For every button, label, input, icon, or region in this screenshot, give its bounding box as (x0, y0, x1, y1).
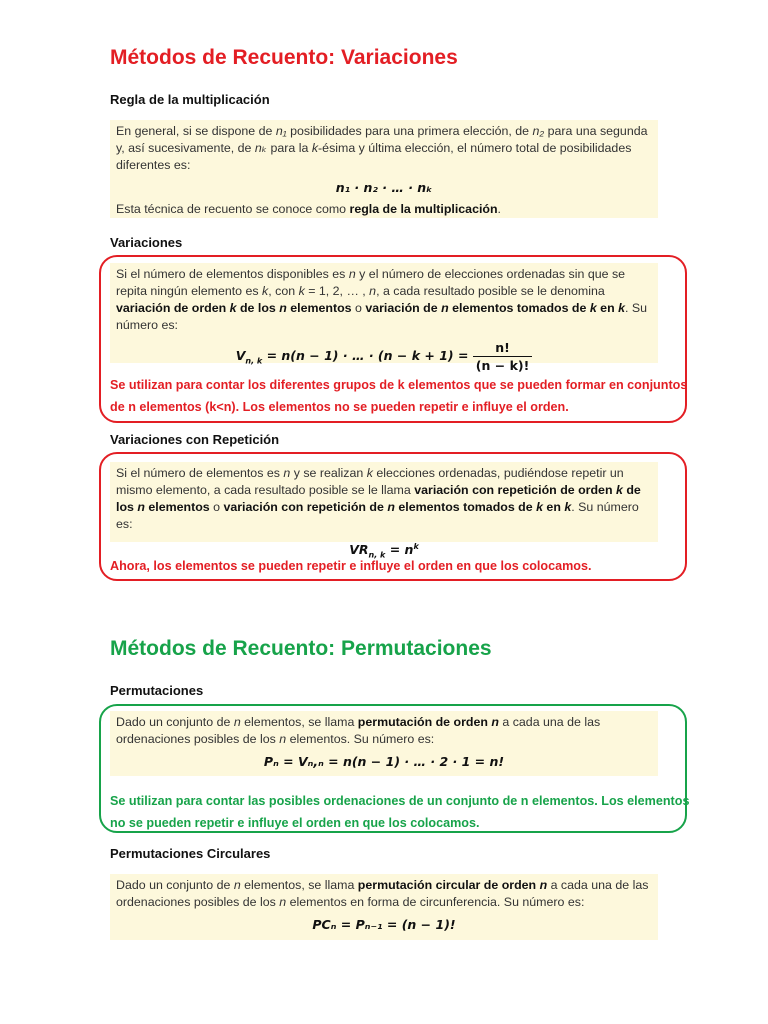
heading-permutaciones: Permutaciones (110, 683, 204, 698)
heading-variaciones-repeticion: Variaciones con Repetición (110, 432, 280, 447)
text: = 1, 2, … , (304, 284, 370, 298)
note-permutaciones: Se utilizan para contar las posibles ordenaciones de un conjunto de n elementos. Los elementos no se pueden repetir e influye el orden en que los colocamos. (110, 794, 690, 830)
text: a cada una de las ordenaciones posibles de los (116, 878, 649, 909)
var-n: n (283, 466, 291, 480)
text: elementos en forma de circunferencia. Su número es: (286, 895, 585, 909)
box-regla-multiplicacion (110, 120, 658, 218)
text: elecciones ordenadas, pudiéndose repetir un mismo elemento, a cada resultado posible se le llama (116, 466, 624, 497)
text: , a cada resultado posible se le denomina (376, 284, 605, 298)
text: . (497, 202, 501, 216)
term-permutacion: permutación de orden n (357, 715, 499, 729)
text: , con (268, 284, 299, 298)
outline-variaciones-repeticion (99, 452, 687, 581)
outline-variaciones (99, 255, 687, 423)
var-n: n (233, 715, 241, 729)
term-variacion-tomados: variación de n elementos tomados de k en k (365, 301, 625, 315)
heading-permutaciones-circulares: Permutaciones Circulares (110, 846, 271, 861)
text: posibilidades para una primera elección, de (286, 124, 533, 138)
text: . Su número es: (116, 301, 648, 332)
var-k: k (366, 466, 373, 480)
heading-regla-multiplicacion: Regla de la multiplicación (110, 92, 270, 107)
text: y el número de elecciones ordenadas sin que se repita ningún elemento es (116, 267, 626, 298)
text: elementos, se llama (240, 878, 358, 892)
text: elementos. Su número es: (286, 732, 435, 746)
outline-permutaciones (99, 704, 687, 833)
formula-permutaciones-circulares: PCₙ = Pₙ₋₁ = (n − 1)! (312, 917, 456, 932)
text: elementos, se llama (240, 715, 358, 729)
section-title-variaciones: Métodos de Recuento: Variaciones (110, 46, 458, 69)
term-variacion: variación de orden k de los n elementos (116, 301, 352, 315)
text: En general, si se dispone de (116, 124, 276, 138)
formula-variaciones-repeticion: $VR_{n, k} = n^k$ (349, 542, 419, 560)
var-k: k (298, 284, 305, 298)
note-variaciones-repeticion: Ahora, los elementos se pueden repetir e influye el orden en que los colocamos. (110, 559, 592, 573)
text: Si el número de elementos disponibles es (116, 267, 349, 281)
text: para la (267, 141, 312, 155)
var-n: n (279, 732, 287, 746)
text: a cada una de las ordenaciones posibles de los (116, 715, 601, 746)
var-k: k (262, 284, 269, 298)
formula-multiplicacion: n₁ · n₂ · … · nₖ (335, 180, 433, 195)
formula-variaciones: $V_{n, k} = n(n - 1)$ · … · (n − k + 1) = $\frac{n!}{(n - k)!}$ (116, 339, 652, 374)
var-n: n (348, 267, 356, 281)
var-n1: n₁ (275, 124, 287, 138)
var-nk: nₖ (254, 141, 268, 155)
text: Si el número de elementos es (116, 466, 284, 480)
term-variacion-repeticion: variación con repetición de orden k de los n elementos (116, 483, 641, 514)
section-title-permutaciones: Métodos de Recuento: Permutaciones (110, 637, 492, 660)
term-regla-multiplicacion: regla de la multiplicación (349, 202, 498, 216)
box-permutaciones-circulares (110, 874, 658, 940)
formula-permutaciones: Pₙ = Vₙ,ₙ = n(n − 1) · … · 2 · 1 = n! (263, 754, 505, 769)
var-n: n (369, 284, 377, 298)
text: Dado un conjunto de (116, 715, 234, 729)
var-n2: n₂ (532, 124, 545, 138)
var-n: n (233, 878, 241, 892)
text: y se realizan (290, 466, 367, 480)
term-permutacion-circular: permutación circular de orden n (357, 878, 548, 892)
text: o (209, 500, 224, 514)
term-variacion-repeticion-tomados: variación con repetición de n elementos tomados de k en k (223, 500, 572, 514)
heading-variaciones: Variaciones (110, 235, 183, 250)
var-k: k (311, 141, 319, 155)
text: . Su número es: (116, 500, 639, 531)
text: -ésima y última elección, el número total de posibilidades diferentes es: (116, 141, 632, 172)
text: para una segunda y, así sucesivamente, de (116, 124, 648, 155)
note-variaciones: Se utilizan para contar los diferentes grupos de k elementos que se pueden formar en conjuntos de n elementos (k<n). Los elementos no se pueden repetir e influye el orden. (110, 378, 688, 414)
text: o (351, 301, 366, 315)
text: Dado un conjunto de (116, 878, 234, 892)
var-n: n (279, 895, 287, 909)
text: Esta técnica de recuento se conoce como (116, 202, 350, 216)
